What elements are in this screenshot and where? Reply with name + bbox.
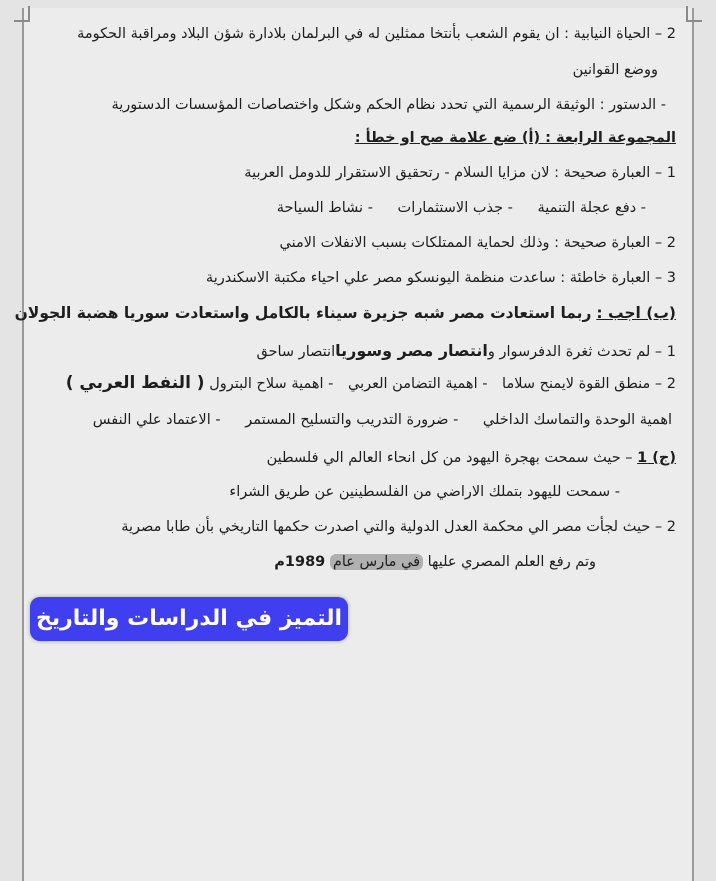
text-line: - الدستور : الوثيقة الرسمية التي تحدد نظام الحكم وشكل واختصاصات المؤسسات الدستورية — [111, 97, 666, 113]
text-line — [256, 341, 676, 362]
list-item: - اهمية سلاح البترول — [209, 376, 334, 392]
list-item: - ضرورة التدريب والتسليح المستمر — [245, 412, 459, 428]
text-line — [274, 552, 596, 572]
list-item: - الاعتماد علي النفس — [92, 412, 221, 428]
text-span: في مارس عام — [330, 554, 423, 570]
text-span-bold: 1989م — [274, 554, 326, 570]
watermark-banner: التميز في الدراسات والتاريخ — [30, 597, 348, 641]
text-line — [267, 448, 676, 468]
list-item: - دفع عجلة التنمية — [537, 200, 646, 216]
text-span: 1 – لم تحدث ثغرة الدفرسوار و — [487, 344, 676, 360]
answer-text: ربما استعادت مصر شبه جزيرة سيناء بالكامل واستعادت سوريا هضبة الجولان — [14, 304, 592, 322]
list-item: 2 – منطق القوة لايمنح سلاما — [502, 376, 676, 392]
text-line: 2 – العبارة صحيحة : وذلك لحماية الممتلكات بسبب الانفلات الامني — [279, 235, 676, 251]
text-line: 2 – حيث لجأت مصر الي محكمة العدل الدولية والتي اصدرت حكمها التاريخي بأن طابا مصرية — [121, 519, 676, 535]
text-line — [15, 303, 676, 323]
text-line — [277, 198, 646, 218]
text-span: وتم رفع العلم المصري عليها — [427, 554, 596, 570]
text-line — [93, 410, 672, 430]
list-item: - اهمية التضامن العربي — [347, 376, 488, 392]
text-line: 3 – العبارة خاطئة : ساعدت منظمة اليونسكو مصر علي احياء مكتبة الاسكندرية — [205, 270, 676, 286]
text-line: 2 – الحياة النيابية : ان يقوم الشعب بأنتخا ممثلين له في البرلمان بلادارة شؤن البلاد ومراقبة الحكومة — [77, 26, 676, 42]
text-span-bold: ( النفط العربي ) — [65, 373, 205, 393]
text-line — [66, 373, 676, 394]
text-line: 1 – العبارة صحيحة : لان مزايا السلام - رتحقيق الاستقرار للدومل العربية — [244, 165, 676, 181]
text-line: - سمحت لليهود بتملك الاراضي من الفلسطينين عن طريق الشراء — [229, 484, 620, 500]
page-corner-mark — [686, 6, 702, 22]
page-corner-mark — [14, 6, 30, 22]
text-span-bold: انتصار مصر وسوريا — [335, 341, 488, 360]
list-item: - جذب الاستثمارات — [397, 200, 513, 216]
section-heading: (ج) 1 — [637, 450, 676, 466]
list-item: اهمية الوحدة والتماسك الداخلي — [482, 412, 672, 428]
list-item: - نشاط السياحة — [276, 200, 373, 216]
text-line: ووضع القوانين — [572, 62, 658, 78]
section-heading: (ب) اجب : — [596, 304, 676, 322]
text-span: انتصار ساحق — [256, 344, 336, 360]
section-heading: المجموعة الرابعة : (أ) ضع علامة صح او خطأ : — [354, 130, 676, 146]
text-span: – حيث سمحت بهجرة اليهود من كل انحاء العالم الي فلسطين — [266, 450, 633, 466]
